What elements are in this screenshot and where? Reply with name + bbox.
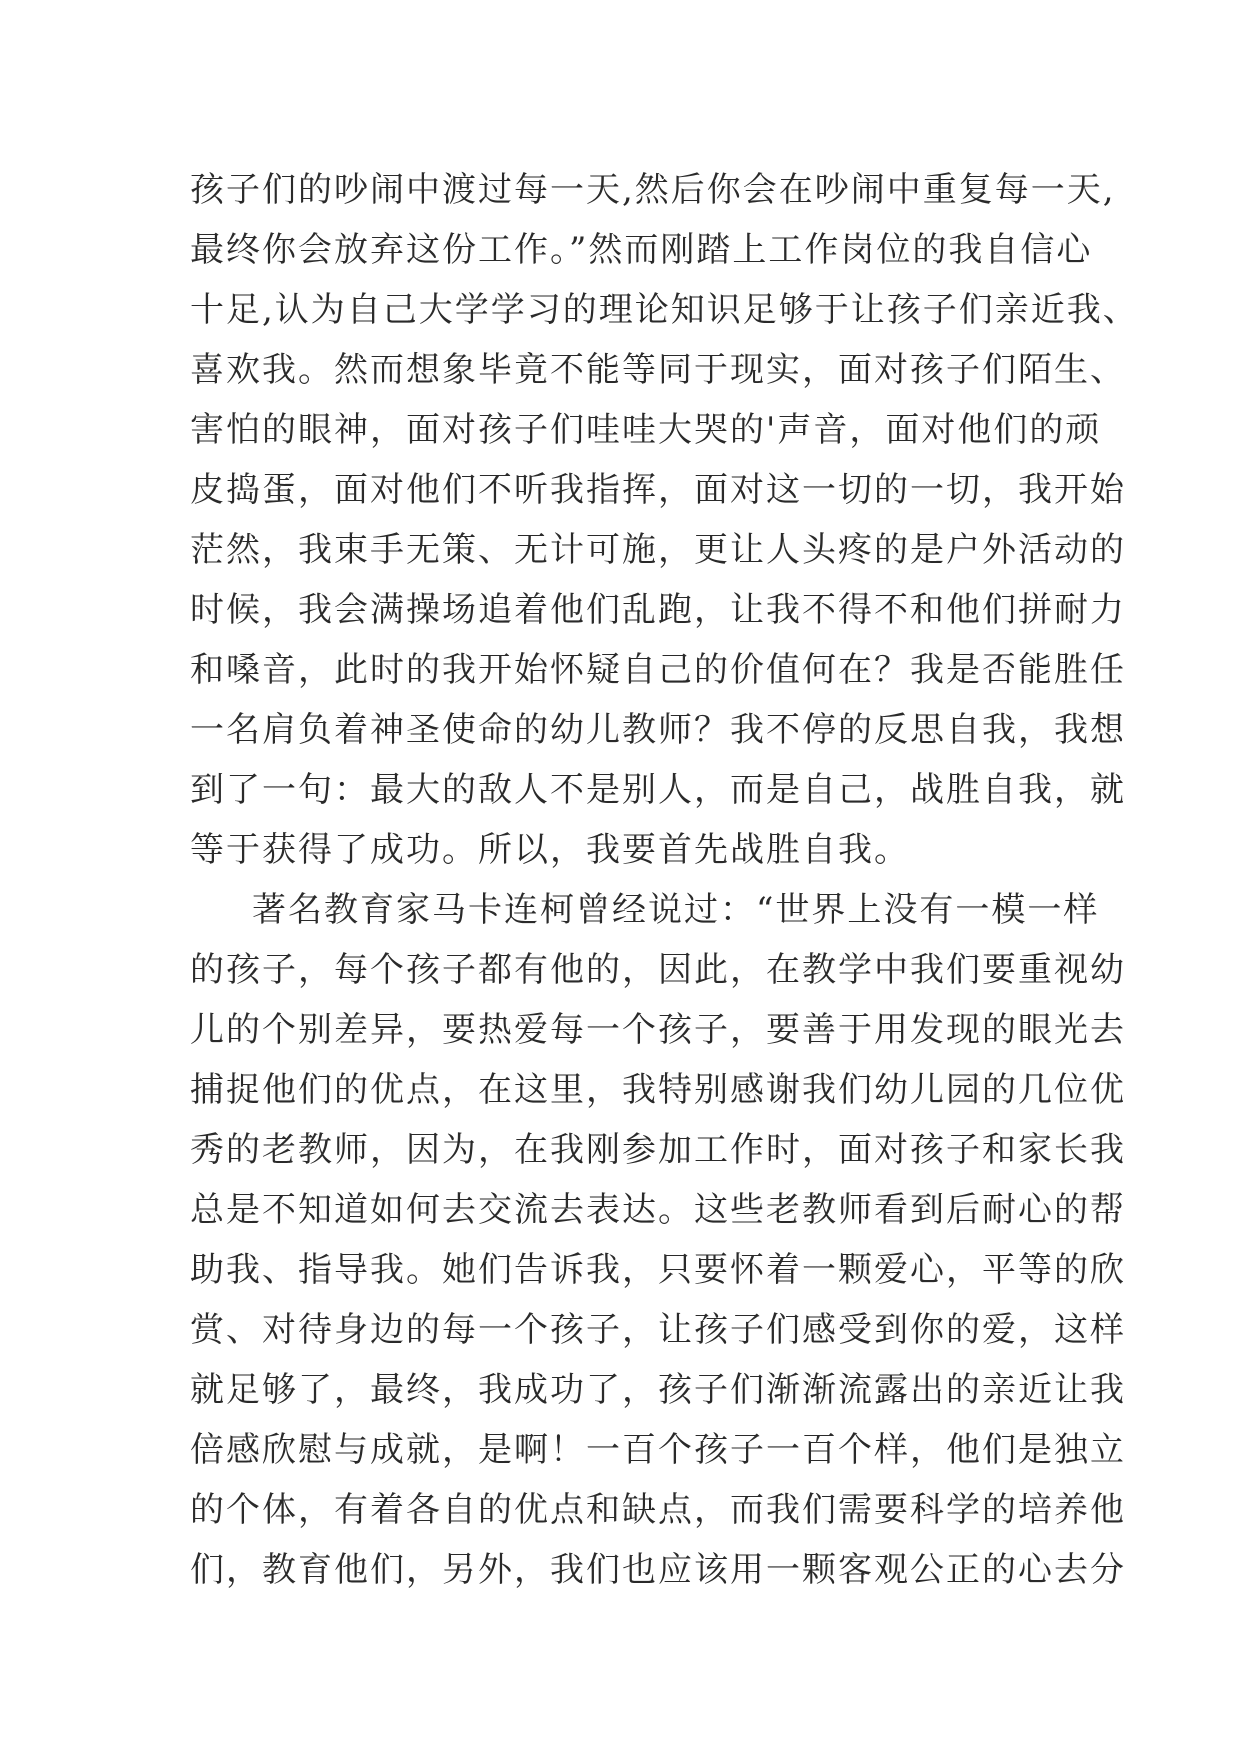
text-line: 时候，我会满操场追着他们乱跑，让我不得不和他们拼耐力 [190,590,1126,630]
text-line: 倍感欣慰与成就，是啊！一百个孩子一百个样，他们是独立 [190,1430,1126,1470]
text-line: 秀的老教师，因为，在我刚参加工作时，面对孩子和家长我 [190,1130,1126,1170]
text-line: 等于获得了成功。所以，我要首先战胜自我。 [190,830,910,870]
text-line: 最终你会放弃这份工作。”然而刚踏上工作岗位的我自信心 [190,230,1093,270]
text-line: 害怕的眼神，面对孩子们哇哇大哭的'声音，面对他们的顽 [190,410,1102,450]
text-line: 儿的个别差异，要热爱每一个孩子，要善于用发现的眼光去 [190,1010,1126,1050]
text-line: 的个体，有着各自的优点和缺点，而我们需要科学的培养他 [190,1490,1126,1530]
text-line: 一名肩负着神圣使命的幼儿教师？我不停的反思自我，我想 [190,710,1126,750]
text-line: 和嗓音，此时的我开始怀疑自己的价值何在？我是否能胜任 [190,650,1126,690]
text-line: 的孩子，每个孩子都有他的，因此，在教学中我们要重视幼 [190,950,1126,990]
text-line: 喜欢我。然而想象毕竟不能等同于现实，面对孩子们陌生、 [190,350,1126,390]
text-line: 茫然，我束手无策、无计可施，更让人头疼的是户外活动的 [190,530,1126,570]
text-line: 们，教育他们，另外，我们也应该用一颗客观公正的心去分 [190,1550,1126,1590]
text-line: 皮捣蛋，面对他们不听我指挥，面对这一切的一切，我开始 [190,470,1126,510]
text-line: 赏、对待身边的每一个孩子，让孩子们感受到你的爱，这样 [190,1310,1126,1350]
text-line: 捕捉他们的优点，在这里，我特别感谢我们幼儿园的几位优 [190,1070,1126,1110]
text-line: 就足够了，最终，我成功了，孩子们渐渐流露出的亲近让我 [190,1370,1126,1410]
text-line: 孩子们的吵闹中渡过每一天,然后你会在吵闹中重复每一天, [190,170,1116,210]
text-line: 十足,认为自己大学学习的理论知识足够于让孩子们亲近我、 [190,290,1139,330]
text-line: 总是不知道如何去交流去表达。这些老教师看到后耐心的帮 [190,1190,1126,1230]
text-line: 到了一句：最大的敌人不是别人，而是自己，战胜自我，就 [190,770,1126,810]
text-line: 助我、指导我。她们告诉我，只要怀着一颗爱心，平等的欣 [190,1250,1126,1290]
body-text [190,160,1139,1600]
paragraph-start-line: 著名教育家马卡连柯曾经说过：“世界上没有一模一样 [252,890,1100,930]
